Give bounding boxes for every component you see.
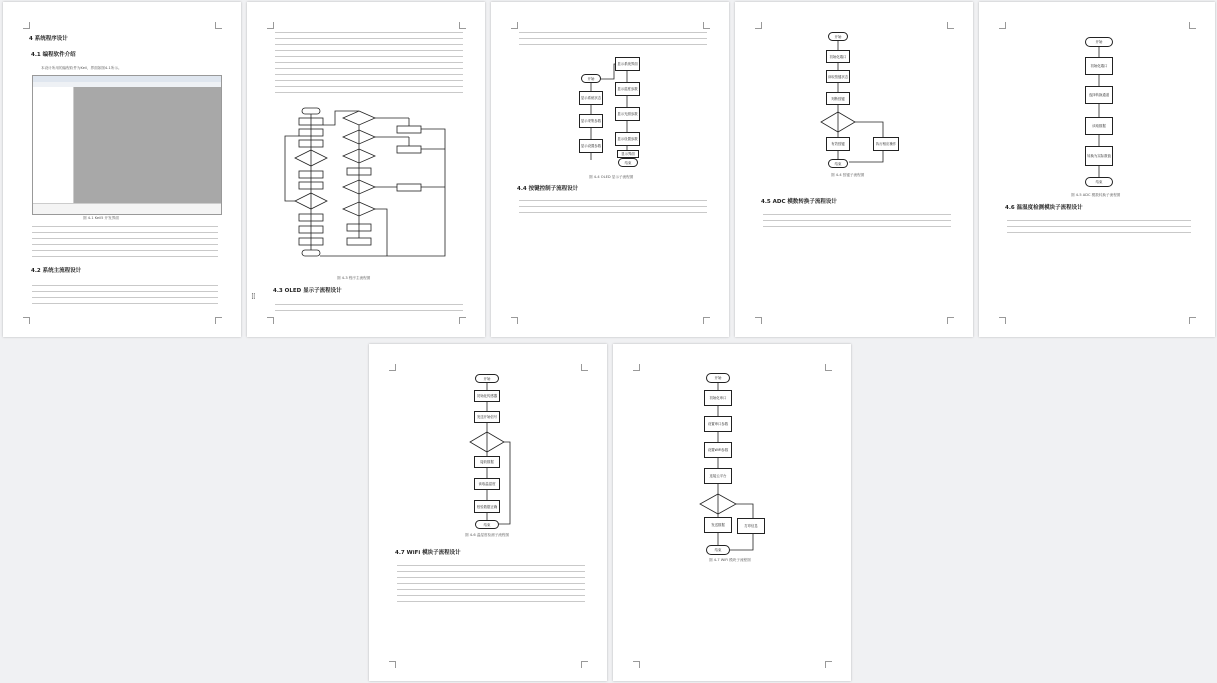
flow-node: 读取温湿度 <box>474 478 500 490</box>
flow-node-end: 结束 <box>706 545 730 555</box>
flow-node: 接收数据 <box>474 456 500 468</box>
flow-node: 设置WiFi参数 <box>704 442 732 458</box>
document-page-7 <box>613 344 851 681</box>
flow-node-end: 结束 <box>828 159 848 168</box>
flow-node: 读取数据 <box>1085 117 1113 135</box>
flow-node: 初始化端口 <box>1085 57 1113 75</box>
flow-node-end: 结束 <box>475 520 499 529</box>
body-text-lines <box>519 32 707 50</box>
flow-node-start: 开始 <box>828 32 848 41</box>
figure-caption: 图 4-7 WiFi 模块子流程图 <box>709 558 751 562</box>
figure-caption: 图 4-4 按键子流程图 <box>831 173 865 177</box>
subsection-heading: 4.6 温湿度检测模块子流程设计 <box>1005 205 1083 211</box>
flow-node: 转换为实际数值 <box>1085 146 1113 166</box>
flow-node: 判断按键 <box>826 92 850 105</box>
flow-node: 校验数据正确 <box>474 500 500 513</box>
document-page-6 <box>369 344 607 681</box>
flow-node-start: 开始 <box>706 373 730 383</box>
keil-screenshot <box>32 75 222 215</box>
flow-node: 执行相应操作 <box>873 137 899 151</box>
body-text-lines <box>32 226 218 262</box>
body-text-lines <box>32 285 218 309</box>
body-text-lines <box>275 32 463 98</box>
subsection-heading: 4.5 ADC 模数转换子流程设计 <box>761 199 837 205</box>
figure-caption: 图 4-5 ADC 模数转换子流程图 <box>1071 193 1121 197</box>
document-page-5 <box>979 2 1215 337</box>
flow-node: 显示设置参数 <box>579 139 603 153</box>
main-flowchart <box>277 106 462 271</box>
flow-node: 初始化串口 <box>704 390 732 406</box>
figure-caption: 图 4-3 程序主流程图 <box>337 276 371 280</box>
figure-caption: 图 4-6 温湿度检测子流程图 <box>465 533 510 537</box>
flow-node: 读取按键状态 <box>826 70 850 83</box>
flow-node: 设置串口参数 <box>704 416 732 432</box>
figure-caption: 图 4-4 OLED 显示子流程图 <box>589 175 634 179</box>
flow-node: 显示界面 <box>617 150 639 158</box>
document-page-2 <box>247 2 485 337</box>
paragraph: 本设计所用的编程软件为Keil，界面如图4-1所示。 <box>41 66 122 70</box>
document-page-1 <box>3 2 241 337</box>
flow-node-start: 开始 <box>1085 37 1113 47</box>
flow-node: 初始化端口 <box>826 50 850 63</box>
flow-node-start: 开始 <box>581 74 601 83</box>
body-text-lines <box>275 304 463 316</box>
subsection-heading: 4.1 编程软件介绍 <box>31 52 76 58</box>
flow-node: 显示系统状态 <box>579 91 603 105</box>
flow-node: 发送数据 <box>704 517 732 533</box>
document-page-4 <box>735 2 973 337</box>
figure-caption: 图 4-1 Keil5 开发界面 <box>83 216 119 220</box>
flow-node-start: 开始 <box>475 374 499 383</box>
section-heading: 4 系统程序设计 <box>29 36 68 42</box>
flow-node: 显示光照参数 <box>615 107 640 121</box>
subsection-heading: 4.3 OLED 显示子流程设计 <box>273 288 342 294</box>
subsection-heading: 4.7 WiFi 模块子流程设计 <box>395 550 461 556</box>
body-text-lines <box>397 565 585 607</box>
flow-node: 显示湿度参数 <box>615 82 640 96</box>
body-text-lines <box>1007 220 1191 238</box>
flow-node: 显示系统界面 <box>615 57 640 71</box>
flow-node: 发送开始信号 <box>474 411 500 423</box>
flow-node: 显示设置参数 <box>615 132 640 146</box>
flow-node: 有效按键 <box>826 137 850 151</box>
flow-node: 打印信息 <box>737 518 765 534</box>
flow-node: 初始化传感器 <box>474 390 500 402</box>
document-page-3 <box>491 2 729 337</box>
flow-node: 选择转换通道 <box>1085 86 1113 104</box>
subsection-heading: 4.4 按键控制子流程设计 <box>517 186 579 192</box>
flow-node-end: 结束 <box>618 158 638 167</box>
subsection-heading: 4.2 系统主流程设计 <box>31 268 82 274</box>
flow-node: 显示采集参数 <box>579 114 603 128</box>
flow-node: 连接云平台 <box>704 468 732 484</box>
body-text-lines <box>519 200 707 218</box>
flow-node-end: 结束 <box>1085 177 1113 187</box>
drag-handle-icon[interactable]: ⁞⁞ <box>251 292 255 302</box>
body-text-lines <box>763 214 951 232</box>
